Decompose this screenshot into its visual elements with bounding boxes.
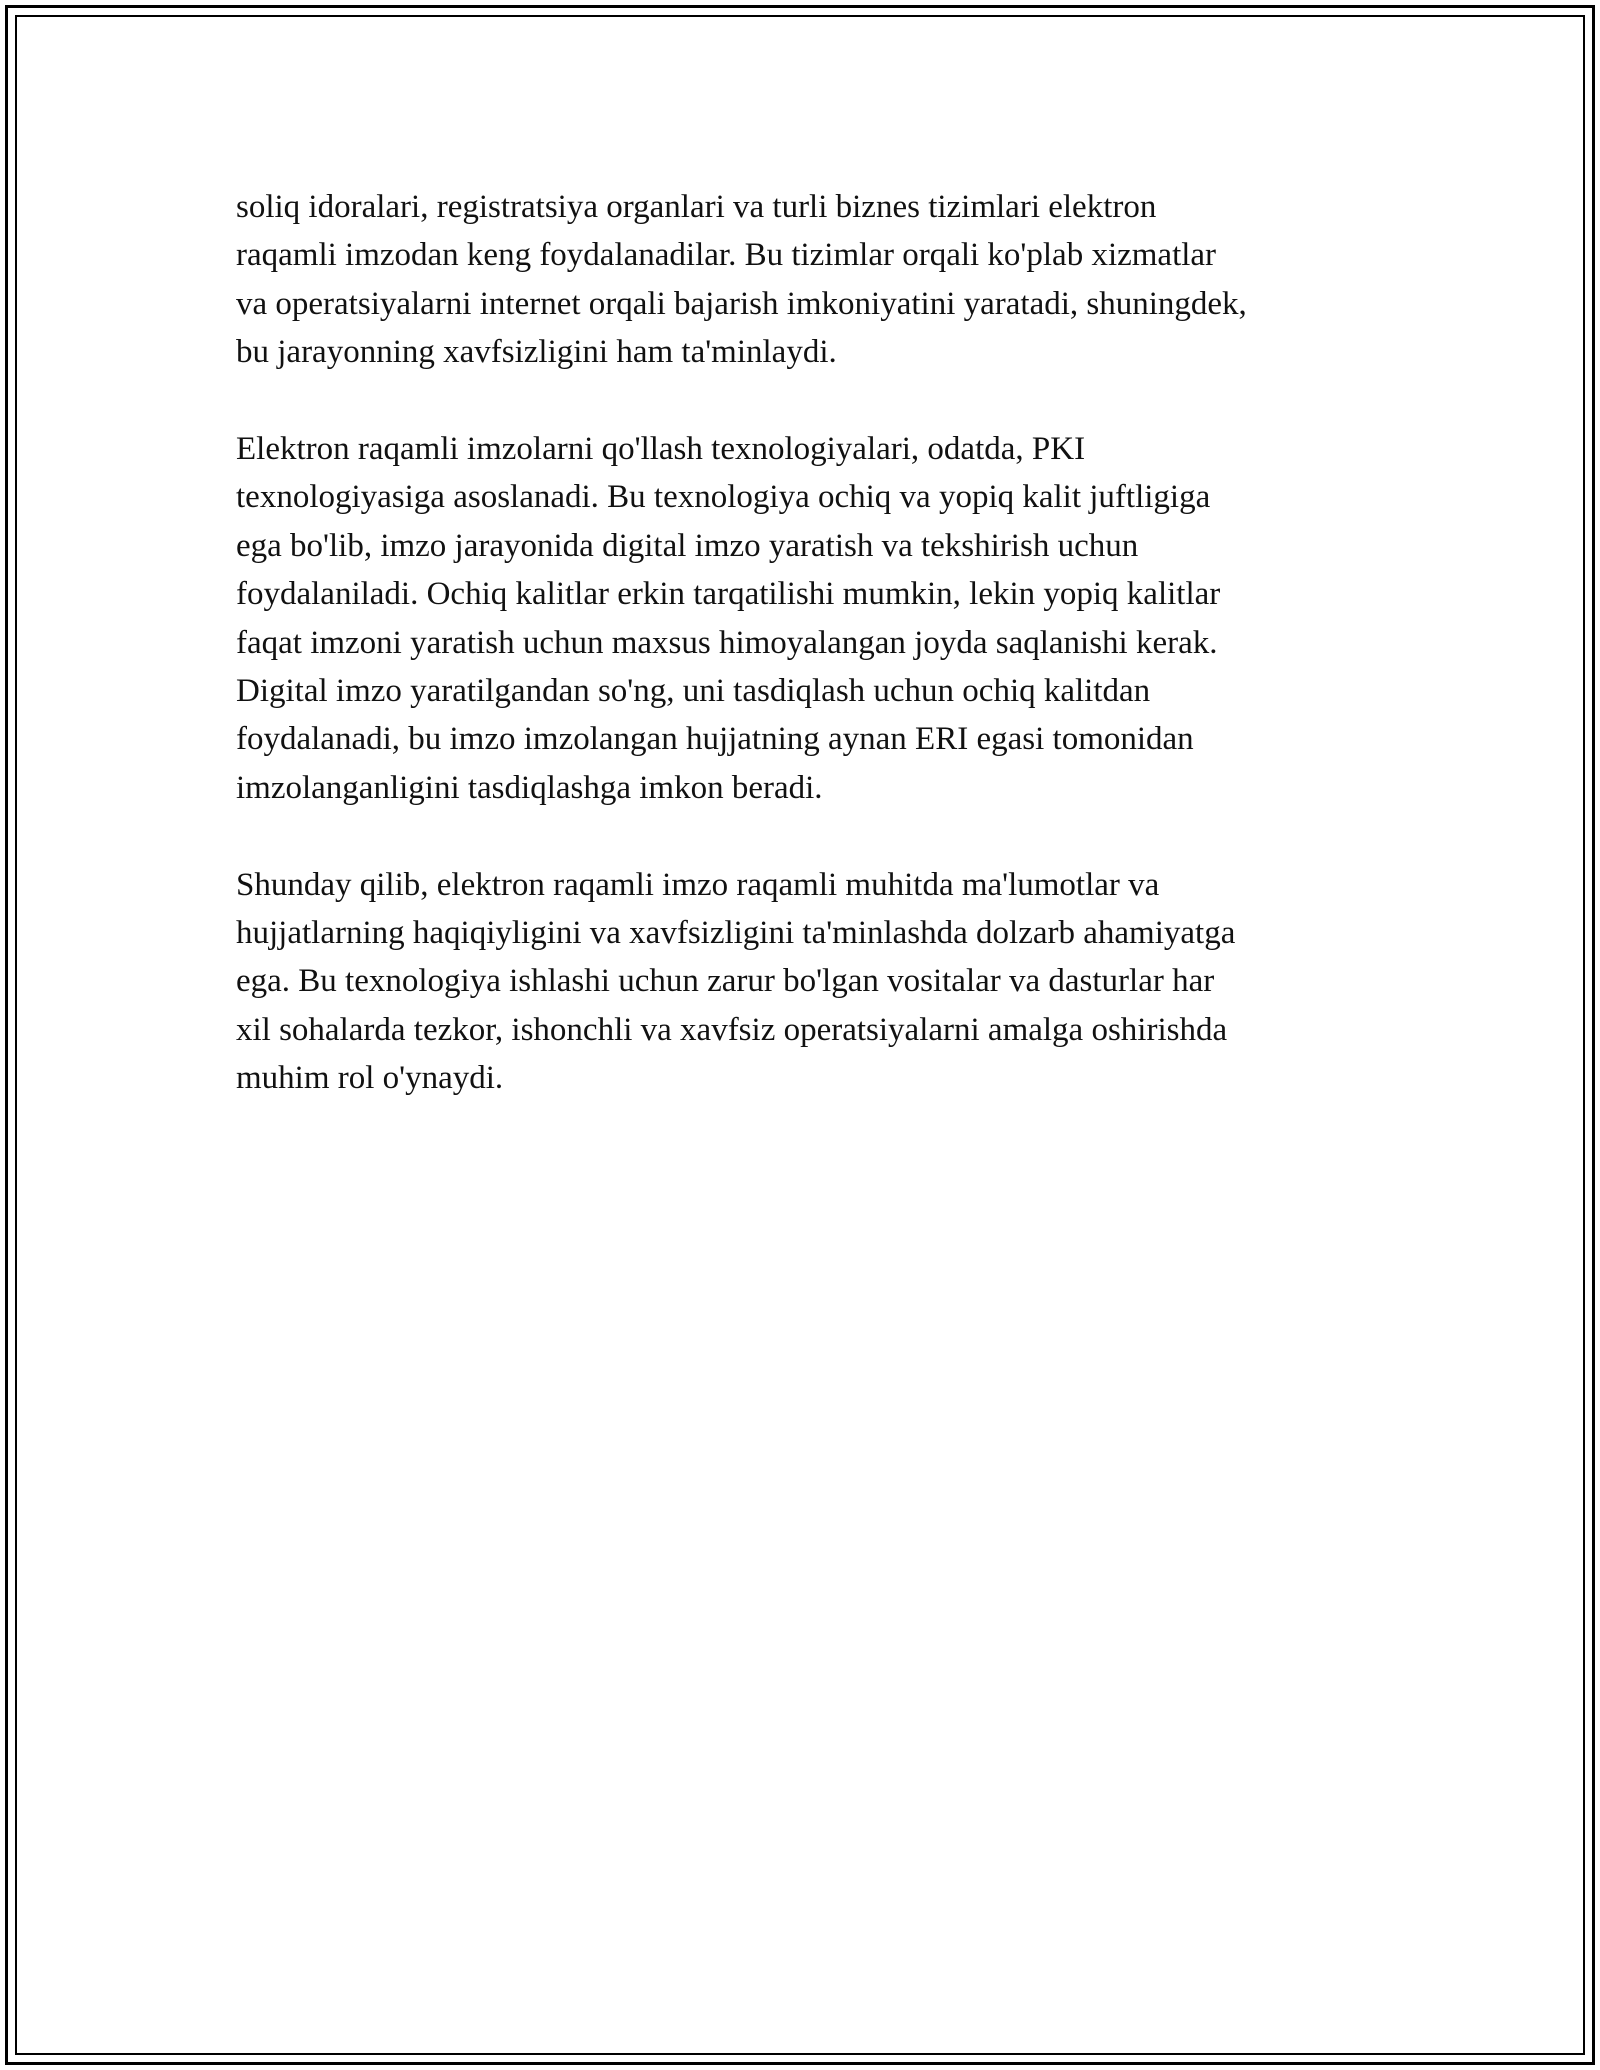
text-line: soliq idoralari, registratsiya organlari va turli biznes tizimlari elektron — [236, 189, 1157, 225]
text-line: xil sohalarda tezkor, ishonchli va xavfsiz operatsiyalarni amalga oshirishda — [236, 1011, 1228, 1048]
text-line: ega bo'lib, imzo jarayonida digital imzo yaratish va tekshirish uchun — [236, 527, 1139, 564]
text-line: ega. Bu texnologiya ishlashi uchun zarur bo'lgan vositalar va dasturlar har — [236, 963, 1215, 1000]
text-line: texnologiyasiga asoslanadi. Bu texnologiya ochiq va yopiq kalit juftligiga — [236, 479, 1211, 516]
text-line: faqat imzoni yaratish uchun maxsus himoyalangan joyda saqlanishi kerak. — [236, 624, 1218, 661]
paragraph-3 — [236, 861, 1386, 1103]
text-line: Shunday qilib, elektron raqamli imzo raqamli muhitda ma'lumotlar va — [236, 866, 1160, 903]
document-body — [236, 183, 1386, 1151]
text-line: raqamli imzodan keng foydalanadilar. Bu tizimlar orqali ko'plab xizmatlar — [236, 237, 1217, 274]
text-line: foydalanadi, bu imzo imzolangan hujjatning aynan ERI egasi tomonidan — [236, 721, 1194, 758]
paragraph-2 — [236, 425, 1386, 812]
paragraph-1 — [236, 183, 1386, 377]
text-line: hujjatlarning haqiqiyligini va xavfsizligini ta'minlashda dolzarb ahamiyatga — [236, 915, 1236, 952]
text-line: imzolanganligini tasdiqlashga imkon beradi. — [236, 769, 823, 806]
text-line: va operatsiyalarni internet orqali bajarish imkoniyatini yaratadi, shuningdek, — [236, 285, 1247, 322]
text-line: bu jarayonning xavfsizligini ham ta'minlaydi. — [236, 334, 837, 371]
text-line: foydalaniladi. Ochiq kalitlar erkin tarqatilishi mumkin, lekin yopiq kalitlar — [236, 576, 1221, 613]
text-line: Digital imzo yaratilgandan so'ng, uni tasdiqlash uchun ochiq kalitdan — [236, 673, 1151, 710]
text-line: muhim rol o'ynaydi. — [236, 1060, 504, 1097]
text-line: Elektron raqamli imzolarni qo'llash texnologiyalari, odatda, PKI — [236, 431, 1086, 468]
